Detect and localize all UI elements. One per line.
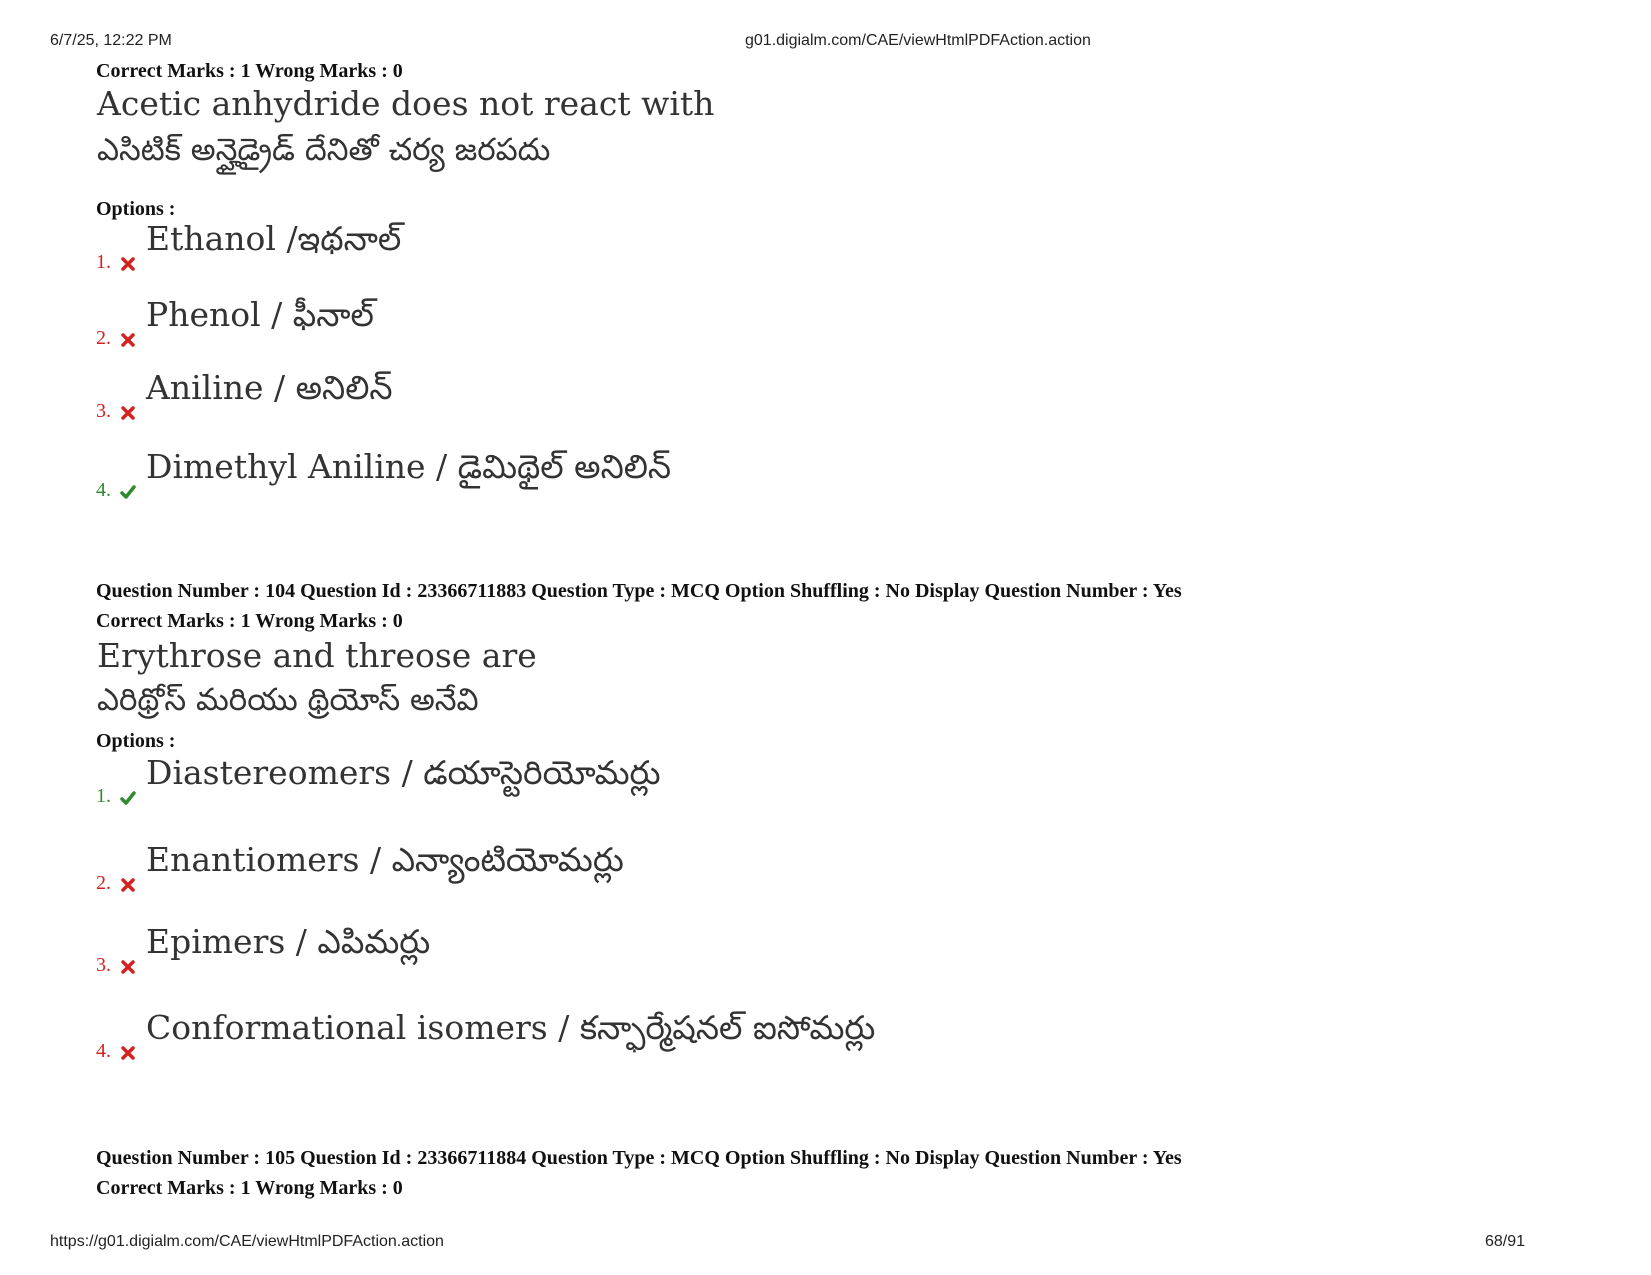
q104-header: Question Number : 104 Question Id : 23366711883 Question Type : MCQ Option Shuffling : No Display Question Number : Yes — [96, 580, 1182, 602]
print-datetime: 6/7/25, 12:22 PM — [50, 32, 172, 49]
cross-icon — [120, 405, 136, 421]
cross-icon — [120, 959, 136, 975]
option-number: 1. — [96, 785, 111, 807]
check-icon — [120, 484, 136, 500]
option-text: Conformational isomers / కన్ఫార్మేషనల్ ఐసోమర్లు — [146, 1008, 876, 1047]
cross-icon — [120, 332, 136, 348]
q104-text-en: Erythrose and threose are — [97, 636, 537, 675]
footer-url: https://g01.digialm.com/CAE/viewHtmlPDFAction.action — [50, 1233, 444, 1250]
option-text: Epimers / ఎపిమర్లు — [146, 922, 431, 961]
option-text: Dimethyl Aniline / డైమిథైల్ అనిలిన్ — [146, 447, 672, 486]
q104-options-label: Options : — [96, 730, 176, 752]
print-url: g01.digialm.com/CAE/viewHtmlPDFAction.action — [745, 32, 1091, 49]
check-icon — [120, 790, 136, 806]
q104-text-te: ఎరిథ్రోస్ మరియు థ్రియోస్ అనేవి — [97, 682, 479, 718]
option-number: 4. — [96, 479, 111, 501]
q105-header: Question Number : 105 Question Id : 23366711884 Question Type : MCQ Option Shuffling : No Display Question Number : Yes — [96, 1147, 1182, 1169]
cross-icon — [120, 256, 136, 272]
option-number: 4. — [96, 1040, 111, 1062]
print-header — [0, 32, 1651, 54]
q103-text-te: ఎసిటిక్ అన్హైడ్రైడ్ దేనితో చర్య జరపదు — [97, 132, 551, 168]
option-number: 3. — [96, 954, 111, 976]
option-text: Enantiomers / ఎన్యాంటియోమర్లు — [146, 840, 624, 879]
q105-marks: Correct Marks : 1 Wrong Marks : 0 — [96, 1177, 403, 1199]
option-number: 2. — [96, 327, 111, 349]
option-text: Aniline / అనిలిన్ — [146, 368, 393, 407]
q104-marks: Correct Marks : 1 Wrong Marks : 0 — [96, 610, 403, 632]
cross-icon — [120, 877, 136, 893]
page-number: 68/91 — [1484, 1233, 1525, 1250]
option-number: 1. — [96, 251, 111, 273]
option-number: 2. — [96, 872, 111, 894]
option-text: Diastereomers / డయాస్టెరియోమర్లు — [146, 753, 661, 792]
cross-icon — [120, 1045, 136, 1061]
option-text: Ethanol /ఇథనాల్ — [146, 219, 402, 258]
q103-options-label: Options : — [96, 198, 176, 220]
q103-text-en: Acetic anhydride does not react with — [97, 84, 715, 123]
q103-marks: Correct Marks : 1 Wrong Marks : 0 — [96, 60, 403, 82]
option-text: Phenol / ఫీనాల్ — [146, 295, 374, 334]
print-footer — [0, 1233, 1651, 1255]
option-number: 3. — [96, 400, 111, 422]
